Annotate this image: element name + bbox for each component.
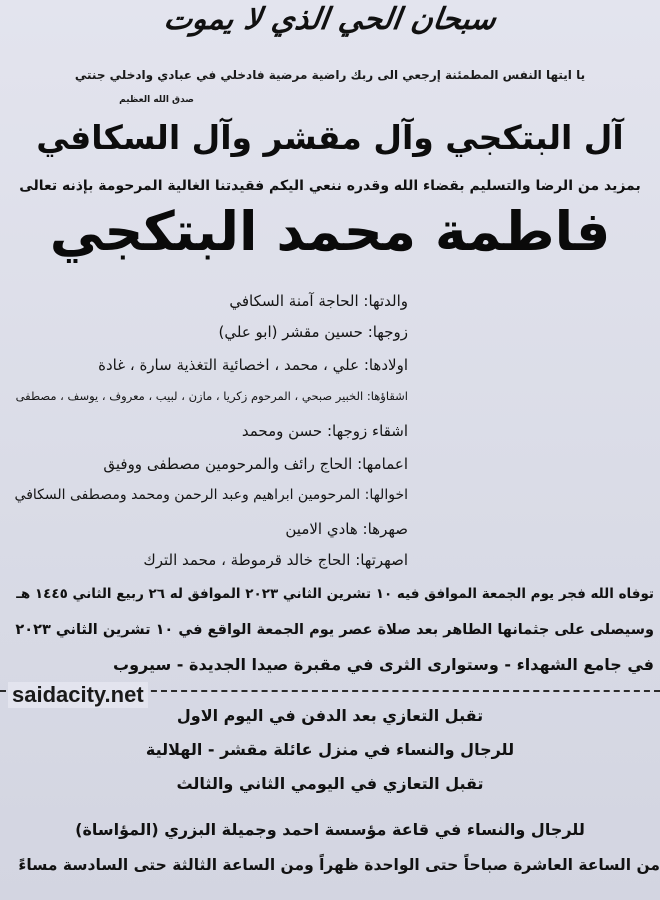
relative-label: اشقاؤها: [366, 389, 408, 403]
prayer-details: وسيصلى على جثمانها الطاهر بعد صلاة عصر يوم الجمعة الواقع في ١٠ تشرين الثاني ٢٠٢٣ [15, 622, 654, 638]
relative-row [10, 455, 408, 473]
relative-value: الحاج رائف والمرحومين مصطفى ووفيق [103, 455, 353, 473]
site-watermark: saidacity.net [8, 682, 148, 708]
relative-row [10, 520, 408, 538]
relative-label: والدتها: [363, 292, 408, 310]
condolence-day1-place: للرجال والنساء في منزل عائلة مقشر - الهلالية [145, 740, 515, 759]
relative-row [10, 487, 408, 503]
relative-value: المرحومين ابراهيم وعبد الرحمن ومحمد ومصطفى السكافي [14, 487, 361, 503]
relative-row [10, 422, 408, 440]
condolence-day23-title: تقبل التعازي في اليومي الثاني والثالث [176, 774, 484, 793]
relative-value: الحاج خالد قرموطة ، محمد الترك [143, 551, 351, 569]
families-title: آل البتكجي وآل مقشر وآل السكافي [36, 118, 624, 157]
relative-row [10, 551, 408, 569]
intro-text: بمزيد من الرضا والتسليم بقضاء الله وقدره ننعي اليكم فقيدتنا الغالية المرحومة بإذنه تعالى [19, 178, 641, 194]
relative-label: اولادها: [363, 356, 408, 374]
relative-label: صهرها: [362, 520, 408, 538]
relative-row [10, 323, 408, 341]
relative-value: الخبير صبحي ، المرحوم زكريا ، مازن ، لبيب ، معروف ، يوسف ، مصطفى [15, 389, 364, 403]
relative-value: الحاجة آمنة السكافي [229, 292, 359, 310]
relative-row [10, 389, 408, 403]
relative-label: اصهرتها: [355, 551, 408, 569]
condolence-day1-title: تقبل التعازي بعد الدفن في اليوم الاول [176, 706, 484, 725]
relative-row [10, 292, 408, 310]
relative-label: اعمامها: [357, 455, 408, 473]
sadaqa-text: صدق الله العظيم [119, 95, 194, 105]
quran-verse: يا ايتها النفس المطمئنة إرجعي الى ربك راضية مرضية فادخلي في عبادي وادخلي جنتي [74, 68, 586, 82]
burial-details: في جامع الشهداء - وستوارى الثرى في مقبرة صيدا الجديدة - سيروب [112, 655, 654, 674]
death-announcement: توفاه الله فجر يوم الجمعة الموافق فيه ١٠ تشرين الثاني ٢٠٢٣ الموافق له ٢٦ ربيع الثاني ١٤٤٥ هـ [16, 586, 654, 602]
relative-label: زوجها: [367, 323, 408, 341]
relative-value: حسين مقشر (ابو علي) [218, 323, 363, 341]
relative-value: حسن ومحمد [241, 422, 323, 440]
condolence-hours: من الساعة العاشرة صباحاً حتى الواحدة ظهراً ومن الساعة الثالثة حتى السادسة مساءً [18, 856, 660, 874]
condolence-day23-place: للرجال والنساء في قاعة مؤسسة احمد وجميلة البزري (المؤاساة) [75, 820, 585, 839]
relative-value: هادي الامين [285, 520, 358, 538]
calligraphy-heading: سبحان الحي الذي لا يموت [161, 2, 499, 37]
relative-row [10, 356, 408, 374]
deceased-name: فاطمة محمد البتكجي [49, 200, 611, 263]
relative-label: اشقاء زوجها: [326, 422, 408, 440]
relative-label: اخوالها: [364, 487, 408, 503]
relative-value: علي ، محمد ، اخصائية التغذية سارة ، غادة [98, 356, 360, 374]
